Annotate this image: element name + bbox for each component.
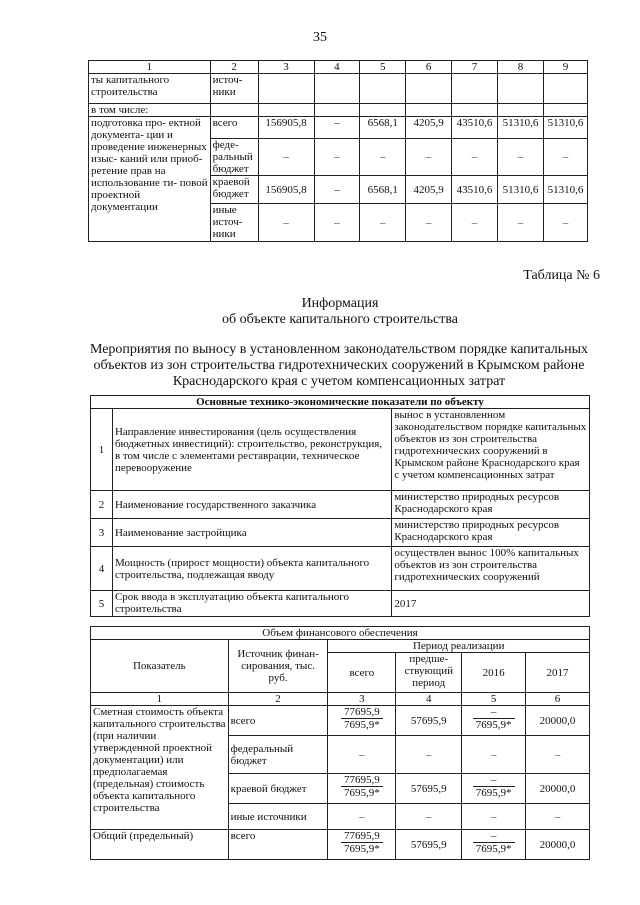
title-line1: Информация: [301, 296, 379, 311]
col-num: 2: [228, 693, 328, 706]
col-num: 3: [328, 693, 396, 706]
row-label: ты капитального строительства: [89, 74, 211, 104]
cell: 4205,9: [406, 117, 452, 139]
table-row: [89, 74, 588, 104]
cell: 43510,6: [452, 176, 498, 204]
table-row: [91, 830, 590, 860]
table-header: Основные технико-экономические показатели по объекту: [91, 396, 590, 409]
column-number-row: [89, 61, 588, 74]
cell: –: [360, 139, 406, 176]
y2016-top: –: [473, 706, 515, 719]
col-num: 1: [91, 693, 229, 706]
cell: –: [526, 804, 590, 830]
col-prev: предше- ствующий период: [396, 653, 462, 693]
cell: –: [258, 139, 314, 176]
table-row: [91, 491, 590, 519]
row-value: осуществлен вынос 100% капитальных объектов из зон строительства гидротехнических сооружений: [392, 547, 590, 591]
cell: –: [406, 204, 452, 242]
col-total: всего: [328, 653, 396, 693]
row-source: всего: [210, 117, 258, 139]
source-other: иные источники: [228, 804, 328, 830]
prev-cell: 57695,9: [396, 774, 462, 804]
cell: 51310,6: [543, 117, 587, 139]
subtitle: Мероприятия по выносу в установленном законодательством порядке капитальных объектов из зон строительства гидротехнических сооружений в Крымском районе Краснодарского края с учетом компенсационных затрат: [89, 342, 589, 389]
y2017-cell: 20000,0: [526, 774, 590, 804]
cell: –: [396, 736, 462, 774]
cell: 6568,1: [360, 176, 406, 204]
table-row: [89, 117, 588, 139]
table-label: Таблица № 6: [523, 268, 600, 283]
cell: –: [314, 139, 360, 176]
row-number: 1: [91, 409, 113, 491]
y2016-bot: 7695,9*: [475, 787, 512, 799]
col-num: 5: [462, 693, 526, 706]
col-num: 3: [258, 61, 314, 74]
row-number: 3: [91, 519, 113, 547]
cell: –: [396, 804, 462, 830]
col-num: 2: [210, 61, 258, 74]
row-label: Наименование застройщика: [112, 519, 391, 547]
col-num: 1: [89, 61, 211, 74]
cell: 156905,8: [258, 176, 314, 204]
row-label: Мощность (прирост мощности) объекта капитального строительства, подлежащая вводу: [112, 547, 391, 591]
cell: –: [314, 176, 360, 204]
cell: –: [314, 204, 360, 242]
col-num: 7: [452, 61, 498, 74]
source-federal: федеральный бюджет: [228, 736, 328, 774]
total-cell: [328, 830, 396, 860]
row-value: 2017: [392, 591, 590, 617]
cell: 156905,8: [258, 117, 314, 139]
cell: –: [462, 736, 526, 774]
total-top: 77695,9: [341, 830, 383, 843]
col-period: Период реализации: [328, 640, 590, 653]
cell: –: [462, 804, 526, 830]
row-value: вынос в установленном законодательством порядке капитальных объектов из зон строительства гидротехнических сооружений в Крымском районе Краснодарского края с учетом компенсационных затрат: [392, 409, 590, 491]
y2016-bot: 7695,9*: [475, 719, 512, 731]
y2016-bot: 7695,9*: [475, 843, 512, 855]
cell: –: [328, 804, 396, 830]
page-number: 35: [313, 30, 327, 45]
y2017-cell: 20000,0: [526, 830, 590, 860]
y2016-cell: [462, 830, 526, 860]
cell: –: [452, 204, 498, 242]
table-row: [91, 706, 590, 736]
row-label: Срок ввода в эксплуатацию объекта капитального строительства: [112, 591, 391, 617]
y2016-top: –: [473, 830, 515, 843]
col-num: 6: [526, 693, 590, 706]
total-cell: [328, 774, 396, 804]
table-row: [91, 519, 590, 547]
table-row: [91, 547, 590, 591]
group-label: подготовка про- ектной документа- ции и проведение инженерных изыс- каний или приоб- ретение прав на использование ти- повой проектной документации: [89, 117, 211, 242]
source-total: всего: [228, 830, 328, 860]
row-number: 4: [91, 547, 113, 591]
row-value: министерство природных ресурсов Краснодарского края: [392, 491, 590, 519]
col-source: Источник финан- сирования, тыс. руб.: [228, 640, 328, 693]
row-source: феде- ральный бюджет: [210, 139, 258, 176]
cell: –: [360, 204, 406, 242]
total-cell: [328, 706, 396, 736]
col-2016: 2016: [462, 653, 526, 693]
col-2017: 2017: [526, 653, 590, 693]
row-label: Наименование государственного заказчика: [112, 491, 391, 519]
financing-table: [90, 626, 590, 860]
col-num: 9: [543, 61, 587, 74]
y2016-top: –: [473, 774, 515, 787]
title: [100, 296, 580, 328]
prev-cell: 57695,9: [396, 830, 462, 860]
row-value: министерство природных ресурсов Краснодарского края: [392, 519, 590, 547]
indicator-label: Общий (предельный): [91, 830, 229, 860]
cell: 4205,9: [406, 176, 452, 204]
row-number: 5: [91, 591, 113, 617]
col-indicator: Показатель: [91, 640, 229, 693]
table-header: Объем финансового обеспечения: [91, 627, 590, 640]
indicator-label: Сметная стоимость объекта капитального строительства (при наличии утвержденной проектной документации) или предполагаемая (предельная) стоимость объекта капитального строительства: [91, 706, 229, 830]
row-source: источ- ники: [210, 74, 258, 104]
table-row: [91, 591, 590, 617]
funding-continuation-table: [88, 60, 588, 242]
source-total: всего: [228, 706, 328, 736]
cell: –: [452, 139, 498, 176]
total-top: 77695,9: [341, 706, 383, 719]
row-source: краевой бюджет: [210, 176, 258, 204]
row-number: 2: [91, 491, 113, 519]
column-number-row: [91, 693, 590, 706]
cell: 51310,6: [498, 176, 544, 204]
total-bot: 7695,9*: [343, 719, 380, 731]
col-num: 8: [498, 61, 544, 74]
cell: 51310,6: [498, 117, 544, 139]
cell: 51310,6: [543, 176, 587, 204]
y2017-cell: 20000,0: [526, 706, 590, 736]
cell: –: [498, 204, 544, 242]
cell: 6568,1: [360, 117, 406, 139]
col-num: 6: [406, 61, 452, 74]
col-num: 4: [396, 693, 462, 706]
col-num: 4: [314, 61, 360, 74]
total-bot: 7695,9*: [343, 843, 380, 855]
table-row: [91, 409, 590, 491]
table-row: [89, 104, 588, 117]
col-num: 5: [360, 61, 406, 74]
y2016-cell: [462, 706, 526, 736]
row-label: в том числе:: [89, 104, 211, 117]
cell: –: [314, 117, 360, 139]
title-line2: об объекте капитального строительства: [222, 312, 458, 327]
total-bot: 7695,9*: [343, 787, 380, 799]
cell: –: [498, 139, 544, 176]
cell: –: [543, 204, 587, 242]
prev-cell: 57695,9: [396, 706, 462, 736]
cell: –: [543, 139, 587, 176]
row-label: Направление инвестирования (цель осуществления бюджетных инвестиций): строительство, реконструкция, в том числе с элементами реставрации, техническое перевооружение: [112, 409, 391, 491]
cell: –: [328, 736, 396, 774]
cell: –: [406, 139, 452, 176]
indicators-table: [90, 395, 590, 617]
cell: –: [258, 204, 314, 242]
source-regional: краевой бюджет: [228, 774, 328, 804]
total-top: 77695,9: [341, 774, 383, 787]
cell: –: [526, 736, 590, 774]
row-source: иные источ- ники: [210, 204, 258, 242]
y2016-cell: [462, 774, 526, 804]
cell: 43510,6: [452, 117, 498, 139]
